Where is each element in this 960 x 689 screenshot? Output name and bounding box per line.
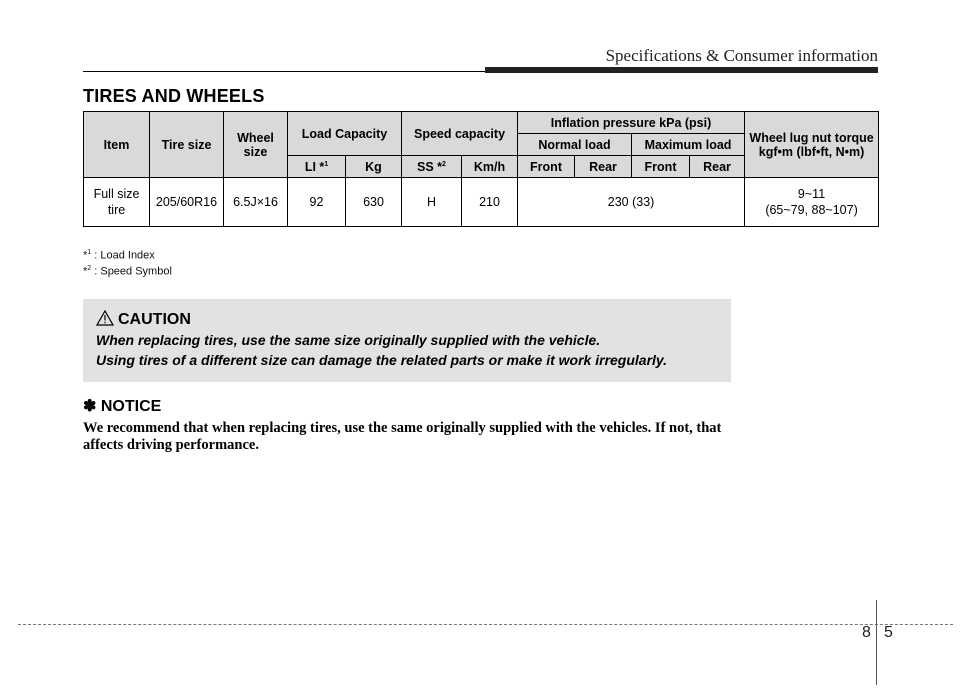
footnote-mark: * [83,249,88,262]
footnote-sup: 1 [87,249,92,256]
header-max-rear: Rear [690,156,745,178]
header-rule-bold [485,67,878,73]
cell-item: Full size tire [84,178,150,227]
caution-title: CAUTION [118,311,191,328]
cell-torque-value: 9~11 [797,187,826,201]
footnote-speed-symbol [83,265,172,278]
footnote-text: : Load Index [91,249,155,262]
header-rule [83,71,485,72]
notice-title: ✽ NOTICE [83,398,162,415]
cell-wheel-size: 6.5J×16 [224,178,288,227]
page-number-divider [876,600,877,685]
header-lug-nut [745,112,879,178]
cell-pressure: 230 (33) [518,178,745,227]
cell-tire-size: 205/60R16 [150,178,224,227]
caution-heading [96,310,191,329]
header-lug-nut-unit: kgf•m (lbf•ft, N•m) [758,144,865,159]
header-normal-rear: Rear [575,156,632,178]
header-item: Item [84,112,150,178]
warning-triangle-icon [96,310,114,326]
header-kmh: Km/h [462,156,518,178]
header-kg: Kg [346,156,402,178]
page-chapter-number: 8 [862,624,871,641]
header-normal-load: Normal load [518,134,632,156]
footnote-load-index [83,249,155,262]
header-ss-sup: 2 [442,160,446,168]
notice-text: We recommend that when replacing tires, use the same originally supplied with the vehicles. If not, that affects driving performance. [83,420,722,453]
tires-wheels-table [83,111,879,227]
page-number: 5 [884,624,893,641]
header-li-label: LI * [304,159,325,174]
header-ss [402,156,462,178]
header-li-sup: 1 [324,160,329,168]
cell-li: 92 [288,178,346,227]
footnote-mark: * [83,265,88,278]
cell-ss: H [402,178,462,227]
caution-line-1: When replacing tires, use the same size originally supplied with the vehicle. [96,332,601,348]
table-row [84,178,879,227]
header-speed-capacity: Speed capacity [402,112,518,156]
header-maximum-load: Maximum load [632,134,745,156]
header-inflation-pressure: Inflation pressure kPa (psi) [518,112,745,134]
caution-line-2: Using tires of a different size can damage the related parts or make it work irregularly. [96,352,668,368]
header-ss-label: SS * [417,159,443,174]
page-header-title: Specifications & Consumer information [605,46,878,65]
header-max-front: Front [632,156,690,178]
header-load-capacity: Load Capacity [288,112,402,156]
header-tire-size: Tire size [150,112,224,178]
cell-torque-alt: (65~79, 88~107) [765,203,858,217]
caution-box [83,299,731,382]
header-wheel-size: Wheel size [224,112,288,178]
footnote-sup: 2 [87,265,92,272]
header-li [288,156,346,178]
cell-kmh: 210 [462,178,518,227]
section-title: TIRES AND WHEELS [83,86,265,106]
header-normal-front: Front [518,156,575,178]
header-lug-nut-label: Wheel lug nut torque [749,130,874,145]
footer-rule [18,624,953,625]
footnote-text: : Speed Symbol [91,265,172,278]
cell-kg: 630 [346,178,402,227]
cell-torque [745,178,879,227]
